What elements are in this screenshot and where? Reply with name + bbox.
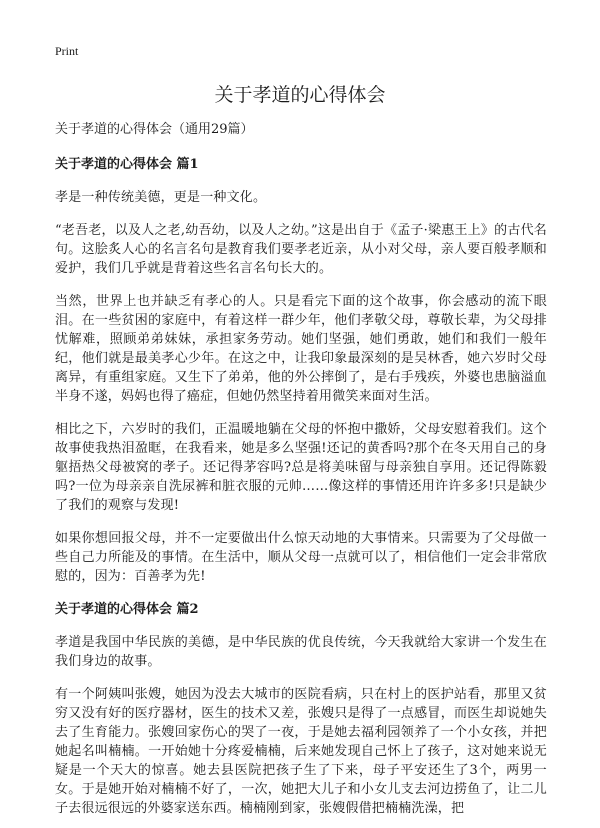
section-1	[55, 155, 547, 586]
article-body	[55, 120, 547, 828]
paragraph: 相比之下，六岁时的我们，正温暖地躺在父母的怀抱中撒娇，父母安慰着我们。这个故事使我热泪盈眶，在我看来，她是多么坚强!还记的黄香吗?那个在冬天用自己的身躯捂热父母被窝的孝子。还记得茅容吗?总是将美味留与母亲独自享用。还记得陈毅吗?一位为母亲亲自洗尿裤和脏衣服的元帅……像这样的事情还用许许多多!只是缺少了我们的观察与发现!	[55, 422, 547, 513]
section-heading: 关于孝道的心得体会 篇2	[55, 602, 199, 617]
paragraph: 如果你想回报父母，并不一定要做出什么惊天动地的大事情来。只需要为了父母做一些自己力所能及的事情。在生活中，顺从父母一点就可以了，相信他们一定会非常欣慰的，因为：百善孝为先!	[55, 531, 547, 584]
paragraph: 孝是一种传统美德，更是一种文化。	[55, 190, 267, 205]
paragraph: “老吾老，以及人之老,幼吾幼，以及人之幼。”这是出自于《孟子·梁惠王上》的古代名句。这脍炙人心的名言名句是教育我们要孝老近亲，从小对父母，亲人要百般孝顺和爱护，我们几乎就是背着这些名言名句长大的。	[55, 223, 547, 276]
paragraph: 有一个阿姨叫张嫂，她因为没去大城市的医院看病，只在村上的医护站看，那里又贫穷又没有好的医疗器材，医生的技术又差，张嫂只是得了一点感冒，而医生却说她失去了生育能力。张嫂回家伤心的哭了一夜，于是她去福利园领养了一个小女孩，并把她起名叫楠楠。一开始她十分疼爱楠楠，后来她发现自己怀上了孩子，这对她来说无疑是一个天大的惊喜。她去县医院把孩子生了下来，母子平安还生了3个，两男一女。于是她开始对楠楠不好了，一次，她把大儿子和小女儿支去河边捞鱼了，让二儿子去很远很远的外婆家送东西。楠楠刚到家，张嫂假借把楠楠洗澡，把	[55, 687, 547, 816]
section-heading: 关于孝道的心得体会 篇1	[55, 157, 199, 172]
paragraph: 孝道是我国中华民族的美德，是中华民族的优良传统，今天我就给大家讲一个发生在我们身边的故事。	[55, 635, 547, 669]
page-title: 关于孝道的心得体会	[214, 84, 386, 106]
paragraph: 当然，世界上也并缺乏有孝心的人。只是看完下面的这个故事，你会感动的流下眼泪。在一些贫困的家庭中，有着这样一群少年，他们孝敬父母，尊敬长辈，为父母排忧解难，照顾弟弟妹妹，承担家务劳动。她们坚强，她们勇敢，她们和我们一般年纪，他们就是最美孝心少年。在这之中，让我印象最深刻的是吴林香，她六岁时父母离异，有重组家庭。又生下了弟弟，他的外公摔倒了，是右手残疾，外婆也患脑溢血半身不遂，妈妈也得了癌症，但她仍然坚持着用微笑来面对生活。	[55, 294, 547, 404]
print-link[interactable]: Print	[55, 44, 79, 58]
section-2	[55, 600, 547, 818]
article-subtitle: 关于孝道的心得体会（通用29篇）	[55, 122, 254, 137]
